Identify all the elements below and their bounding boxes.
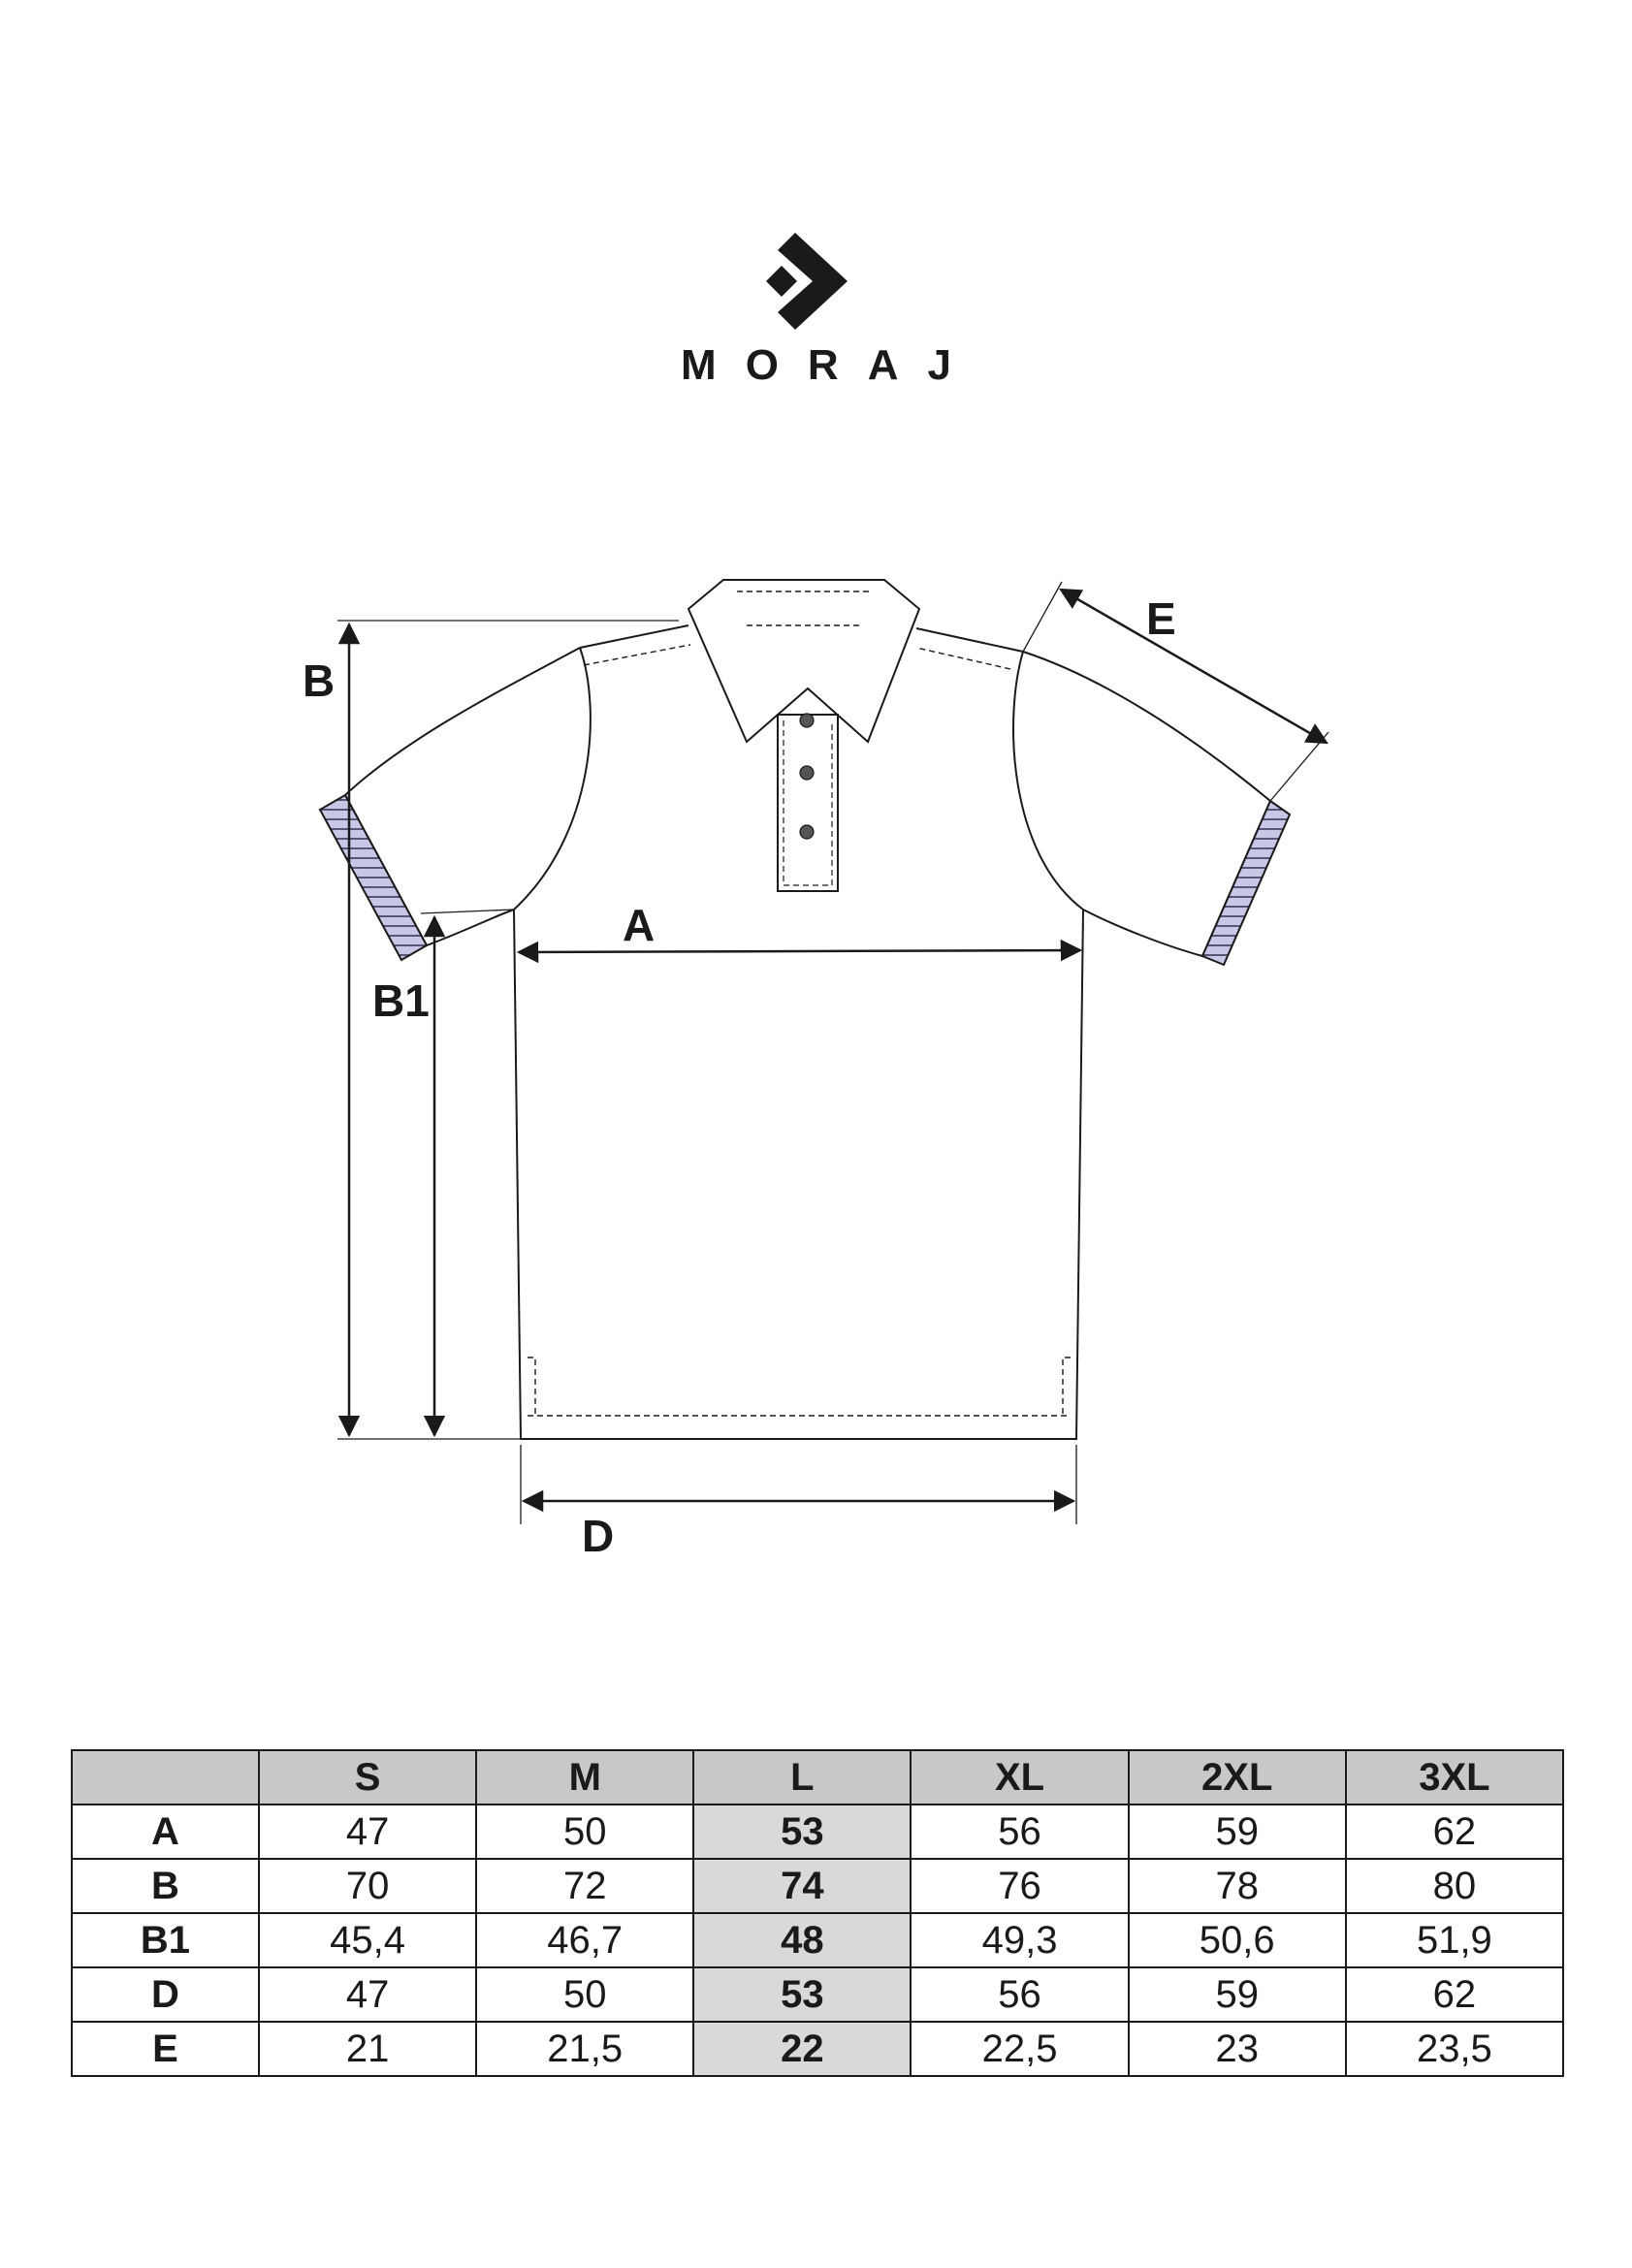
right-cuff [1202,801,1290,965]
table-cell-highlighted: 53 [693,1967,911,2022]
row-label-d: D [72,1967,259,2022]
table-cell: 50 [476,1967,693,2022]
table-cell: 51,9 [1346,1913,1563,1967]
label-e: E [1146,593,1176,644]
label-a: A [623,900,656,950]
table-row [72,1913,1563,1967]
table-cell: 50,6 [1129,1913,1346,1967]
table-cell: 80 [1346,1859,1563,1913]
table-cell-highlighted: 22 [693,2022,911,2076]
button-1 [800,714,814,727]
left-cuff [320,795,427,960]
table-cell-highlighted: 74 [693,1859,911,1913]
size-header-3xl: 3XL [1346,1750,1563,1805]
table-cell: 56 [911,1967,1128,2022]
table-cell: 56 [911,1805,1128,1859]
table-row [72,2022,1563,2076]
table-cell: 49,3 [911,1913,1128,1967]
size-table [71,1749,1564,2077]
label-b1: B1 [372,975,430,1026]
size-header-xl: XL [911,1750,1128,1805]
row-label-e: E [72,2022,259,2076]
row-label-a: A [72,1805,259,1859]
table-cell: 76 [911,1859,1128,1913]
button-3 [800,825,814,839]
size-header-s: S [259,1750,476,1805]
label-d: D [582,1511,615,1561]
row-label-b1: B1 [72,1913,259,1967]
dimension-a-line [519,950,1080,952]
table-cell: 21,5 [476,2022,693,2076]
table-corner-cell [72,1750,259,1805]
table-cell: 21 [259,2022,476,2076]
size-header-m: M [476,1750,693,1805]
polo-shirt-diagram [0,543,1632,1590]
brand-name: MORAJ [681,341,980,389]
table-cell: 62 [1346,1805,1563,1859]
table-cell: 59 [1129,1967,1346,2022]
table-cell: 45,4 [259,1913,476,1967]
table-cell: 23,5 [1346,2022,1563,2076]
table-cell: 47 [259,1967,476,2022]
shirt-outline [345,580,1270,1439]
table-cell: 46,7 [476,1913,693,1967]
dimension-e-line [1061,590,1327,743]
table-cell: 62 [1346,1967,1563,2022]
table-cell: 47 [259,1805,476,1859]
table-cell: 78 [1129,1859,1346,1913]
table-row [72,1859,1563,1913]
table-cell: 72 [476,1859,693,1913]
size-header-row [72,1750,1563,1805]
size-header-l: L [693,1750,911,1805]
table-cell: 59 [1129,1805,1346,1859]
label-b: B [303,655,336,706]
table-cell-highlighted: 53 [693,1805,911,1859]
button-2 [800,766,814,780]
table-cell: 23 [1129,2022,1346,2076]
table-cell-highlighted: 48 [693,1913,911,1967]
size-header-2xl: 2XL [1129,1750,1346,1805]
table-cell: 22,5 [911,2022,1128,2076]
table-row [72,1805,1563,1859]
diamond-chevron-logo-icon [766,233,848,330]
row-label-b: B [72,1859,259,1913]
table-cell: 70 [259,1859,476,1913]
table-cell: 50 [476,1805,693,1859]
table-row [72,1967,1563,2022]
